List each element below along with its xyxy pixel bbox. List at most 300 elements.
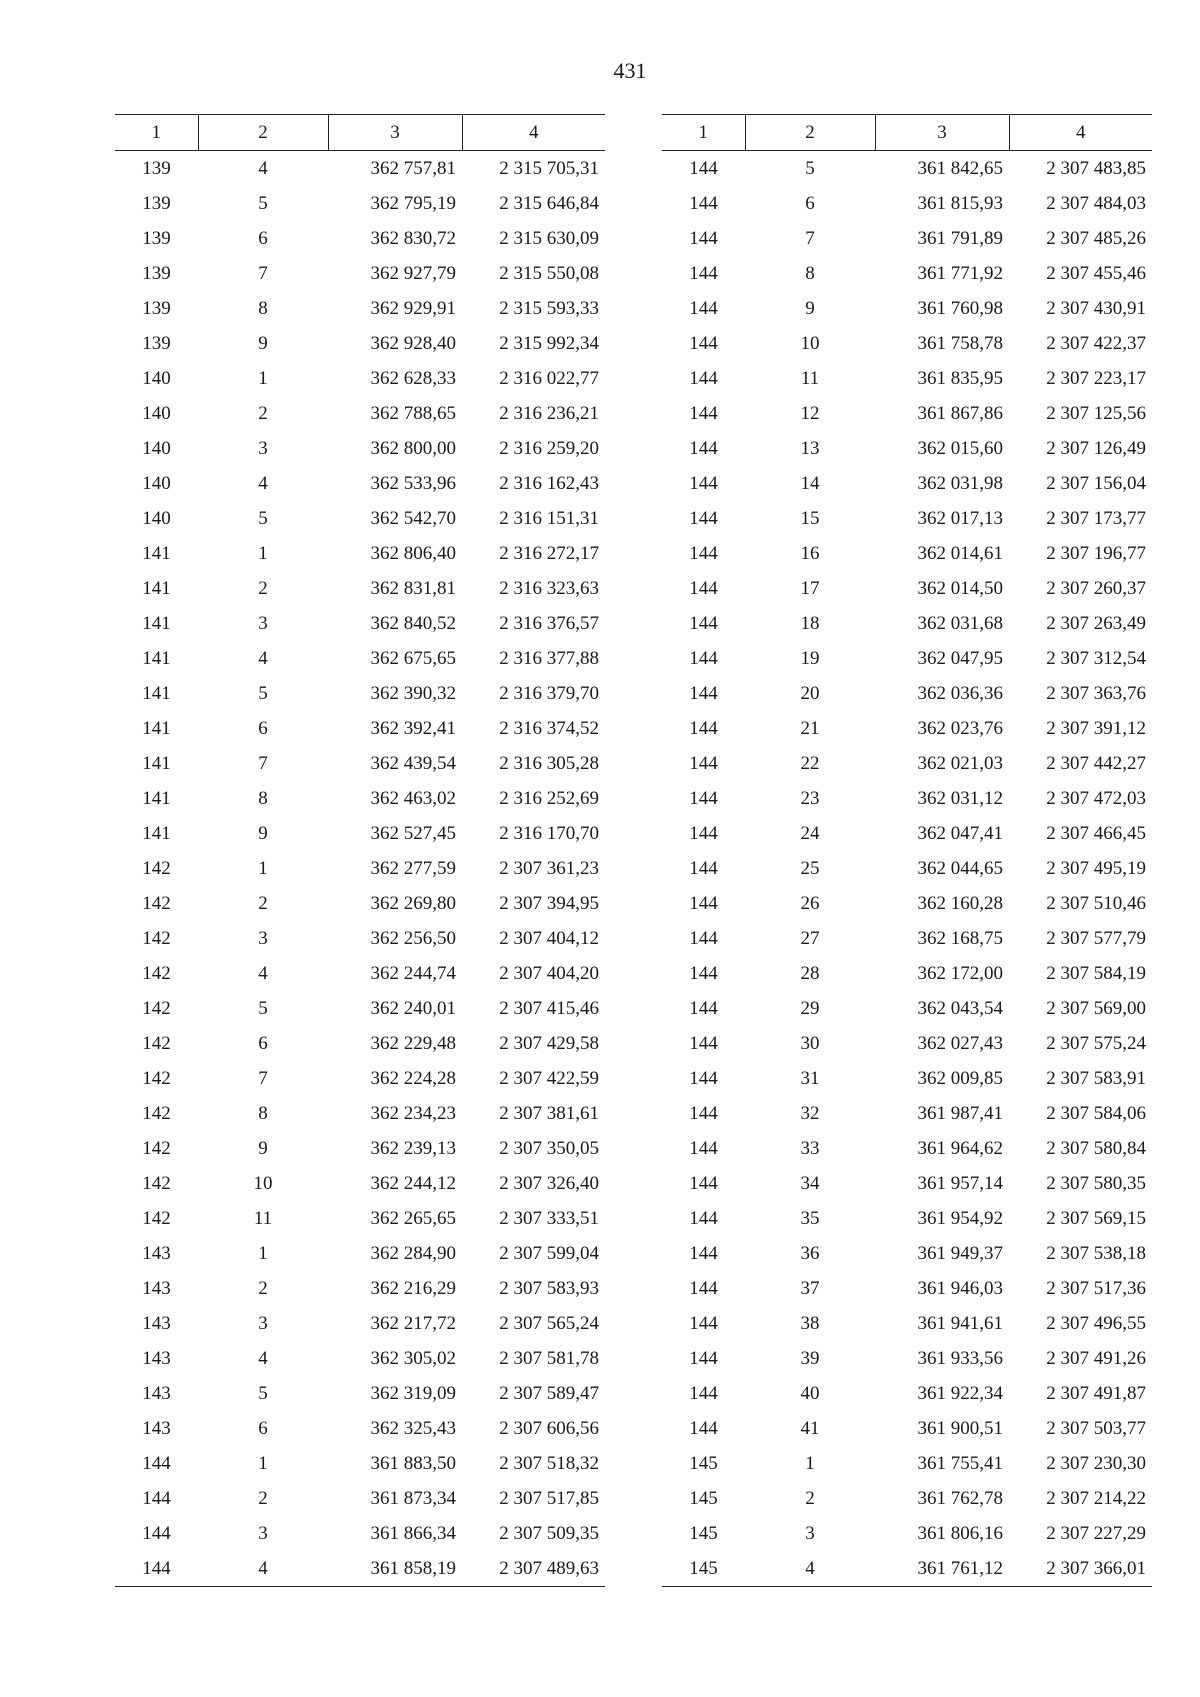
cell-parcel-number: 142 <box>142 963 171 984</box>
cell-x-coordinate: 362 927,79 <box>370 263 456 284</box>
cell-y-coordinate: 2 307 126,49 <box>1046 438 1146 459</box>
cell-x-coordinate: 362 021,03 <box>917 753 1003 774</box>
table-row <box>115 1446 605 1481</box>
cell-point-number: 3 <box>258 1523 268 1544</box>
table-row <box>115 1201 605 1236</box>
table-row <box>115 1166 605 1201</box>
table-row <box>115 956 605 991</box>
cell-parcel-number: 144 <box>689 578 718 599</box>
cell-parcel-number: 144 <box>689 473 718 494</box>
cell-y-coordinate: 2 307 580,35 <box>1046 1173 1146 1194</box>
table-row <box>662 711 1152 746</box>
table-row <box>662 1376 1152 1411</box>
cell-parcel-number: 141 <box>142 613 171 634</box>
cell-y-coordinate: 2 307 491,87 <box>1046 1383 1146 1404</box>
table-row <box>662 396 1152 431</box>
cell-x-coordinate: 362 244,74 <box>370 963 456 984</box>
cell-parcel-number: 144 <box>689 1138 718 1159</box>
cell-parcel-number: 144 <box>689 1418 718 1439</box>
table-row <box>115 396 605 431</box>
cell-parcel-number: 144 <box>689 648 718 669</box>
table-row <box>662 1096 1152 1131</box>
cell-y-coordinate: 2 307 196,77 <box>1046 543 1146 564</box>
cell-y-coordinate: 2 316 374,52 <box>499 718 599 739</box>
cell-y-coordinate: 2 307 455,46 <box>1046 263 1146 284</box>
cell-y-coordinate: 2 307 489,63 <box>462 1551 605 1587</box>
cell-point-number: 3 <box>258 613 268 634</box>
table-row <box>115 221 605 256</box>
table-row <box>662 1551 1152 1587</box>
cell-parcel-number: 139 <box>142 158 171 179</box>
cell-y-coordinate: 2 316 022,77 <box>499 368 599 389</box>
cell-point-number: 24 <box>800 823 820 844</box>
table-header <box>662 115 1152 151</box>
cell-y-coordinate: 2 307 404,20 <box>499 963 599 984</box>
table-body <box>662 151 1152 1587</box>
cell-point-number: 2 <box>805 1488 815 1509</box>
table-row <box>115 816 605 851</box>
table-row <box>115 1306 605 1341</box>
table-row <box>662 676 1152 711</box>
cell-parcel-number: 141 <box>142 683 171 704</box>
cell-x-coordinate: 362 160,28 <box>917 893 1003 914</box>
cell-parcel-number: 142 <box>142 1208 171 1229</box>
cell-point-number: 5 <box>258 193 268 214</box>
cell-parcel-number: 141 <box>142 753 171 774</box>
table-row <box>115 781 605 816</box>
table-row <box>662 1516 1152 1551</box>
cell-point-number: 12 <box>800 403 820 424</box>
table-row <box>662 536 1152 571</box>
cell-point-number: 4 <box>258 1348 268 1369</box>
cell-parcel-number: 144 <box>689 228 718 249</box>
coordinates-table-right <box>662 114 1152 1587</box>
cell-x-coordinate: 362 014,50 <box>917 578 1003 599</box>
cell-point-number: 1 <box>258 368 268 389</box>
cell-y-coordinate: 2 307 583,91 <box>1046 1068 1146 1089</box>
cell-y-coordinate: 2 307 599,04 <box>499 1243 599 1264</box>
cell-parcel-number: 144 <box>689 543 718 564</box>
cell-x-coordinate: 361 954,92 <box>917 1208 1003 1229</box>
cell-point-number: 6 <box>258 1033 268 1054</box>
cell-point-number: 1 <box>258 858 268 879</box>
table-row <box>115 1131 605 1166</box>
cell-x-coordinate: 362 256,50 <box>370 928 456 949</box>
cell-x-coordinate: 361 806,16 <box>917 1523 1003 1544</box>
cell-point-number: 8 <box>805 263 815 284</box>
table-row <box>115 1341 605 1376</box>
cell-parcel-number: 140 <box>142 508 171 529</box>
table-row <box>662 606 1152 641</box>
cell-point-number: 6 <box>258 1418 268 1439</box>
cell-x-coordinate: 361 922,34 <box>917 1383 1003 1404</box>
cell-parcel-number: 145 <box>662 1551 745 1587</box>
table-row <box>662 1446 1152 1481</box>
cell-x-coordinate: 362 229,48 <box>370 1033 456 1054</box>
cell-y-coordinate: 2 316 379,70 <box>499 683 599 704</box>
cell-x-coordinate: 362 675,65 <box>370 648 456 669</box>
cell-point-number: 40 <box>800 1383 820 1404</box>
cell-point-number: 7 <box>258 1068 268 1089</box>
cell-y-coordinate: 2 307 361,23 <box>499 858 599 879</box>
cell-x-coordinate: 361 946,03 <box>917 1278 1003 1299</box>
cell-y-coordinate: 2 307 510,46 <box>1046 893 1146 914</box>
cell-point-number: 10 <box>800 333 820 354</box>
cell-x-coordinate: 361 900,51 <box>917 1418 1003 1439</box>
table-row <box>662 956 1152 991</box>
table-row <box>662 1306 1152 1341</box>
cell-x-coordinate: 361 949,37 <box>917 1243 1003 1264</box>
cell-point-number: 25 <box>800 858 820 879</box>
table-row <box>662 851 1152 886</box>
cell-point-number: 14 <box>800 473 820 494</box>
cell-point-number: 21 <box>800 718 820 739</box>
cell-point-number: 5 <box>258 508 268 529</box>
table-row <box>662 466 1152 501</box>
cell-x-coordinate: 361 791,89 <box>917 228 1003 249</box>
cell-point-number: 16 <box>800 543 820 564</box>
cell-y-coordinate: 2 307 404,12 <box>499 928 599 949</box>
cell-x-coordinate: 362 023,76 <box>917 718 1003 739</box>
cell-y-coordinate: 2 315 992,34 <box>499 333 599 354</box>
table-row <box>115 991 605 1026</box>
cell-point-number: 38 <box>800 1313 820 1334</box>
cell-point-number: 2 <box>258 1488 268 1509</box>
cell-y-coordinate: 2 307 422,59 <box>499 1068 599 1089</box>
column-header-4: 4 <box>1009 115 1152 151</box>
cell-y-coordinate: 2 307 125,56 <box>1046 403 1146 424</box>
cell-parcel-number: 143 <box>142 1348 171 1369</box>
cell-point-number: 4 <box>198 1551 328 1587</box>
cell-parcel-number: 142 <box>142 1103 171 1124</box>
table-row <box>115 711 605 746</box>
cell-point-number: 2 <box>258 1278 268 1299</box>
cell-point-number: 27 <box>800 928 820 949</box>
cell-point-number: 35 <box>800 1208 820 1229</box>
table-row <box>662 571 1152 606</box>
table-row <box>662 781 1152 816</box>
cell-x-coordinate: 361 941,61 <box>917 1313 1003 1334</box>
cell-parcel-number: 141 <box>142 578 171 599</box>
cell-x-coordinate: 362 788,65 <box>370 403 456 424</box>
cell-parcel-number: 140 <box>142 473 171 494</box>
cell-y-coordinate: 2 307 223,17 <box>1046 368 1146 389</box>
cell-x-coordinate: 361 761,12 <box>875 1551 1009 1587</box>
table-row <box>662 431 1152 466</box>
cell-parcel-number: 139 <box>142 193 171 214</box>
cell-point-number: 22 <box>800 753 820 774</box>
cell-x-coordinate: 361 835,95 <box>917 368 1003 389</box>
table-row <box>662 1166 1152 1201</box>
cell-point-number: 11 <box>253 1208 273 1229</box>
coordinates-table-left <box>115 114 605 1587</box>
cell-y-coordinate: 2 307 173,77 <box>1046 508 1146 529</box>
cell-x-coordinate: 361 771,92 <box>917 263 1003 284</box>
table-row <box>662 1481 1152 1516</box>
cell-parcel-number: 144 <box>689 928 718 949</box>
table-row <box>662 326 1152 361</box>
cell-y-coordinate: 2 307 230,30 <box>1046 1453 1146 1474</box>
table-row <box>115 291 605 326</box>
cell-y-coordinate: 2 307 485,26 <box>1046 228 1146 249</box>
cell-parcel-number: 142 <box>142 858 171 879</box>
cell-parcel-number: 144 <box>689 1208 718 1229</box>
cell-parcel-number: 144 <box>142 1488 171 1509</box>
cell-y-coordinate: 2 307 491,26 <box>1046 1348 1146 1369</box>
cell-parcel-number: 144 <box>689 193 718 214</box>
cell-parcel-number: 142 <box>142 928 171 949</box>
cell-point-number: 4 <box>258 473 268 494</box>
cell-y-coordinate: 2 307 575,24 <box>1046 1033 1146 1054</box>
cell-point-number: 5 <box>258 683 268 704</box>
cell-x-coordinate: 362 014,61 <box>917 543 1003 564</box>
cell-parcel-number: 144 <box>689 298 718 319</box>
cell-y-coordinate: 2 307 263,49 <box>1046 613 1146 634</box>
cell-y-coordinate: 2 307 333,51 <box>499 1208 599 1229</box>
table-row <box>115 746 605 781</box>
cell-y-coordinate: 2 307 517,85 <box>499 1488 599 1509</box>
table-row <box>662 746 1152 781</box>
cell-parcel-number: 144 <box>689 998 718 1019</box>
cell-x-coordinate: 362 239,13 <box>370 1138 456 1159</box>
cell-point-number: 3 <box>258 438 268 459</box>
cell-parcel-number: 144 <box>689 1348 718 1369</box>
table-row <box>115 921 605 956</box>
cell-x-coordinate: 362 047,41 <box>917 823 1003 844</box>
cell-x-coordinate: 362 047,95 <box>917 648 1003 669</box>
column-header-4: 4 <box>462 115 605 151</box>
cell-y-coordinate: 2 307 466,45 <box>1046 823 1146 844</box>
cell-y-coordinate: 2 307 312,54 <box>1046 648 1146 669</box>
cell-y-coordinate: 2 307 517,36 <box>1046 1278 1146 1299</box>
cell-x-coordinate: 362 831,81 <box>370 578 456 599</box>
cell-point-number: 11 <box>800 368 820 389</box>
cell-x-coordinate: 362 172,00 <box>917 963 1003 984</box>
cell-y-coordinate: 2 307 260,37 <box>1046 578 1146 599</box>
cell-x-coordinate: 362 031,12 <box>917 788 1003 809</box>
cell-point-number: 33 <box>800 1138 820 1159</box>
cell-parcel-number: 144 <box>689 333 718 354</box>
cell-point-number: 1 <box>258 543 268 564</box>
cell-x-coordinate: 362 390,32 <box>370 683 456 704</box>
cell-parcel-number: 141 <box>142 823 171 844</box>
table-row <box>662 186 1152 221</box>
cell-y-coordinate: 2 307 430,91 <box>1046 298 1146 319</box>
cell-y-coordinate: 2 307 580,84 <box>1046 1138 1146 1159</box>
table-row <box>662 816 1152 851</box>
cell-y-coordinate: 2 307 569,00 <box>1046 998 1146 1019</box>
page-number: 431 <box>613 58 647 83</box>
cell-y-coordinate: 2 307 227,29 <box>1046 1523 1146 1544</box>
cell-y-coordinate: 2 307 472,03 <box>1046 788 1146 809</box>
cell-x-coordinate: 362 533,96 <box>370 473 456 494</box>
cell-x-coordinate: 362 277,59 <box>370 858 456 879</box>
table-row <box>115 886 605 921</box>
cell-y-coordinate: 2 307 366,01 <box>1009 1551 1152 1587</box>
table-row <box>662 1131 1152 1166</box>
cell-y-coordinate: 2 315 550,08 <box>499 263 599 284</box>
cell-point-number: 20 <box>800 683 820 704</box>
table-row <box>115 1061 605 1096</box>
cell-x-coordinate: 362 224,28 <box>370 1068 456 1089</box>
cell-x-coordinate: 362 806,40 <box>370 543 456 564</box>
table-row <box>115 1026 605 1061</box>
cell-y-coordinate: 2 307 156,04 <box>1046 473 1146 494</box>
cell-point-number: 6 <box>805 193 815 214</box>
cell-point-number: 2 <box>258 578 268 599</box>
table-row <box>662 991 1152 1026</box>
cell-y-coordinate: 2 316 272,17 <box>499 543 599 564</box>
cell-y-coordinate: 2 316 323,63 <box>499 578 599 599</box>
table-row <box>662 361 1152 396</box>
cell-parcel-number: 142 <box>142 893 171 914</box>
cell-y-coordinate: 2 307 581,78 <box>499 1348 599 1369</box>
cell-point-number: 1 <box>258 1453 268 1474</box>
table-row <box>662 641 1152 676</box>
cell-point-number: 7 <box>258 753 268 774</box>
cell-point-number: 6 <box>258 228 268 249</box>
cell-parcel-number: 139 <box>142 298 171 319</box>
cell-point-number: 17 <box>800 578 820 599</box>
cell-parcel-number: 139 <box>142 263 171 284</box>
cell-x-coordinate: 361 842,65 <box>917 158 1003 179</box>
cell-y-coordinate: 2 307 363,76 <box>1046 683 1146 704</box>
cell-point-number: 23 <box>800 788 820 809</box>
cell-point-number: 8 <box>258 298 268 319</box>
table-row <box>115 641 605 676</box>
cell-parcel-number: 144 <box>689 823 718 844</box>
cell-parcel-number: 143 <box>142 1243 171 1264</box>
cell-x-coordinate: 361 987,41 <box>917 1103 1003 1124</box>
cell-x-coordinate: 362 216,29 <box>370 1278 456 1299</box>
cell-y-coordinate: 2 307 509,35 <box>499 1523 599 1544</box>
cell-point-number: 37 <box>800 1278 820 1299</box>
cell-point-number: 3 <box>258 1313 268 1334</box>
cell-parcel-number: 142 <box>142 998 171 1019</box>
cell-parcel-number: 143 <box>142 1383 171 1404</box>
cell-parcel-number: 141 <box>142 648 171 669</box>
table-row <box>662 291 1152 326</box>
cell-y-coordinate: 2 307 518,32 <box>499 1453 599 1474</box>
cell-x-coordinate: 362 830,72 <box>370 228 456 249</box>
table-row <box>115 1481 605 1516</box>
table-row <box>115 1376 605 1411</box>
cell-x-coordinate: 362 043,54 <box>917 998 1003 1019</box>
table-row <box>115 256 605 291</box>
table-row <box>115 1411 605 1446</box>
cell-y-coordinate: 2 307 495,19 <box>1046 858 1146 879</box>
cell-y-coordinate: 2 316 305,28 <box>499 753 599 774</box>
cell-x-coordinate: 361 867,86 <box>917 403 1003 424</box>
cell-y-coordinate: 2 307 606,56 <box>499 1418 599 1439</box>
cell-x-coordinate: 361 957,14 <box>917 1173 1003 1194</box>
cell-y-coordinate: 2 307 415,46 <box>499 998 599 1019</box>
cell-parcel-number: 144 <box>689 1383 718 1404</box>
cell-parcel-number: 144 <box>689 1068 718 1089</box>
column-header-2: 2 <box>198 115 328 151</box>
cell-x-coordinate: 362 929,91 <box>370 298 456 319</box>
cell-y-coordinate: 2 315 705,31 <box>499 158 599 179</box>
table-row <box>115 431 605 466</box>
cell-x-coordinate: 361 762,78 <box>917 1488 1003 1509</box>
cell-parcel-number: 144 <box>689 613 718 634</box>
cell-x-coordinate: 361 815,93 <box>917 193 1003 214</box>
cell-y-coordinate: 2 307 583,93 <box>499 1278 599 1299</box>
cell-point-number: 3 <box>805 1523 815 1544</box>
table-row <box>115 571 605 606</box>
cell-point-number: 2 <box>258 403 268 424</box>
cell-parcel-number: 144 <box>689 158 718 179</box>
cell-point-number: 34 <box>800 1173 820 1194</box>
cell-x-coordinate: 361 755,41 <box>917 1453 1003 1474</box>
table-row <box>662 1271 1152 1306</box>
cell-parcel-number: 140 <box>142 368 171 389</box>
cell-y-coordinate: 2 307 584,19 <box>1046 963 1146 984</box>
cell-parcel-number: 144 <box>689 263 718 284</box>
table-row <box>662 501 1152 536</box>
cell-point-number: 15 <box>800 508 820 529</box>
cell-y-coordinate: 2 307 538,18 <box>1046 1243 1146 1264</box>
cell-x-coordinate: 362 795,19 <box>370 193 456 214</box>
cell-point-number: 13 <box>800 438 820 459</box>
cell-parcel-number: 145 <box>689 1488 718 1509</box>
cell-parcel-number: 143 <box>142 1278 171 1299</box>
cell-parcel-number: 144 <box>689 893 718 914</box>
cell-point-number: 5 <box>258 998 268 1019</box>
table-row <box>115 326 605 361</box>
cell-x-coordinate: 362 269,80 <box>370 893 456 914</box>
cell-point-number: 5 <box>258 1383 268 1404</box>
table-row <box>662 1341 1152 1376</box>
cell-x-coordinate: 362 463,02 <box>370 788 456 809</box>
cell-y-coordinate: 2 307 422,37 <box>1046 333 1146 354</box>
table-row <box>115 1236 605 1271</box>
table-row <box>115 186 605 221</box>
table-row <box>115 501 605 536</box>
table-row <box>662 1411 1152 1446</box>
column-header-1: 1 <box>662 115 745 151</box>
cell-point-number: 2 <box>258 893 268 914</box>
cell-x-coordinate: 361 858,19 <box>328 1551 462 1587</box>
cell-parcel-number: 144 <box>142 1523 171 1544</box>
cell-parcel-number: 143 <box>142 1418 171 1439</box>
cell-point-number: 10 <box>253 1173 273 1194</box>
cell-x-coordinate: 362 234,23 <box>370 1103 456 1124</box>
cell-point-number: 1 <box>805 1453 815 1474</box>
cell-point-number: 31 <box>800 1068 820 1089</box>
cell-x-coordinate: 362 840,52 <box>370 613 456 634</box>
cell-parcel-number: 145 <box>689 1453 718 1474</box>
cell-x-coordinate: 361 760,98 <box>917 298 1003 319</box>
cell-point-number: 6 <box>258 718 268 739</box>
cell-point-number: 3 <box>258 928 268 949</box>
cell-y-coordinate: 2 307 214,22 <box>1046 1488 1146 1509</box>
cell-y-coordinate: 2 315 630,09 <box>499 228 599 249</box>
cell-point-number: 5 <box>805 158 815 179</box>
cell-point-number: 8 <box>258 1103 268 1124</box>
table-row <box>115 1096 605 1131</box>
cell-parcel-number: 144 <box>689 1278 718 1299</box>
cell-point-number: 7 <box>805 228 815 249</box>
cell-y-coordinate: 2 307 577,79 <box>1046 928 1146 949</box>
cell-y-coordinate: 2 307 350,05 <box>499 1138 599 1159</box>
cell-x-coordinate: 362 319,09 <box>370 1383 456 1404</box>
cell-parcel-number: 144 <box>689 858 718 879</box>
cell-y-coordinate: 2 316 259,20 <box>499 438 599 459</box>
cell-x-coordinate: 362 031,98 <box>917 473 1003 494</box>
cell-point-number: 39 <box>800 1348 820 1369</box>
table-row <box>662 256 1152 291</box>
